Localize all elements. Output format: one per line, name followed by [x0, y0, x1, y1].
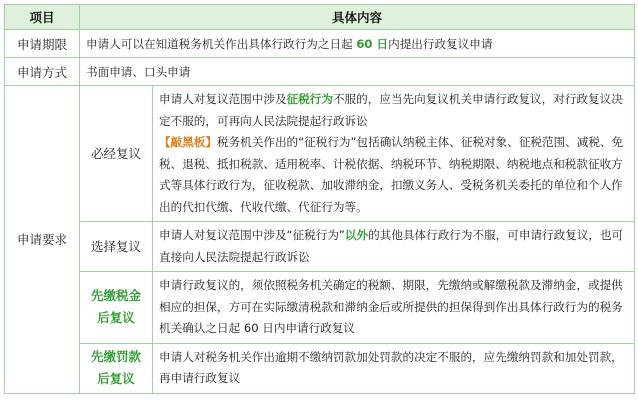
tax-review-table	[4, 4, 635, 394]
sub-label-optional: 选择复议	[80, 222, 153, 272]
mandatory-note: 税务机关作出的“征税行为”包括确认纳税主体、征税对象、征税范围、减税、免税、退税、抵扣税款、适用税率、计税依据、纳税环节、纳税期限、纳税地点和税款征收方式等具体行政行为，征收税款、加收滞纳金，扣缴义务人、受税务机关委托的单位和个人作出的代扣代缴、代收代缴、代征行为等。	[159, 135, 624, 214]
row-label-requirements: 申请要求	[5, 86, 80, 394]
table-row-tax-first	[5, 272, 635, 344]
mandatory-paragraph-2	[159, 132, 628, 218]
row-label-method: 申请方式	[5, 58, 80, 86]
sub-content-optional	[153, 222, 635, 272]
table-row-period	[5, 30, 635, 58]
tax-first-label-line-1: 先缴税金	[90, 288, 141, 304]
table-row-method	[5, 58, 635, 86]
row-content-method: 书面申请、口头申请	[80, 58, 635, 86]
sub-content-tax-first: 申请行政复议的，须依照税务机关确定的税额、期限，先缴纳或解缴税款及滞纳金，或提供相应的担保，方可在实际缴清税款和滞纳金后或所提供的担保得到作出具体行政行为的税务机关确认之日起 60 日内申请行政复议	[153, 272, 635, 344]
mandatory-highlight: 征税行为	[286, 92, 333, 106]
policy-table-wrapper	[4, 4, 634, 394]
sub-content-mandatory	[153, 86, 635, 222]
optional-highlight: 以外	[344, 228, 369, 242]
optional-text-a: 申请人对复议范围中涉及“征税行为”	[159, 228, 345, 242]
row-label-period: 申请期限	[5, 30, 80, 58]
table-row-fine-first	[5, 343, 635, 393]
header-content: 具体内容	[80, 5, 635, 30]
sub-label-mandatory: 必经复议	[80, 86, 153, 222]
sub-label-fine-first	[80, 343, 153, 393]
knock-board-mark: 【敲黑板】	[159, 135, 217, 149]
table-row-mandatory	[5, 86, 635, 222]
row-content-period	[80, 30, 635, 58]
fine-first-label-line-2: 后复议	[97, 371, 135, 386]
tax-first-label-line-2: 后复议	[97, 310, 135, 326]
period-text-a: 申请人可以在知道税务机关作出具体行政行为之日起	[86, 36, 357, 51]
period-text-b: 内提出行政复议申请	[388, 36, 493, 51]
mandatory-text-a: 申请人对复议范围中涉及	[159, 92, 287, 106]
fine-first-label-line-1: 先缴罚款	[90, 349, 141, 364]
mandatory-text-b: 不服的，应当先向复议机关申请行政复议，对行政复议决定不服的，可再向人民法院提起行政诉讼	[159, 92, 623, 128]
header-item: 项目	[5, 5, 80, 30]
table-row-optional	[5, 222, 635, 272]
mandatory-paragraph-1	[159, 89, 628, 132]
sub-content-fine-first: 申请人对税务机关作出逾期不缴纳罚款加处罚款的决定不服的，应先缴纳罚款和加处罚款，再申请行政复议	[153, 343, 635, 393]
sub-label-tax-first	[80, 272, 153, 344]
optional-text-b: 的其他具体行政行为不服，可申请行政复议，也可直接向人民法院提起行政诉讼	[159, 228, 624, 264]
table-header-row	[5, 5, 635, 30]
period-highlight: 60 日	[356, 36, 389, 51]
